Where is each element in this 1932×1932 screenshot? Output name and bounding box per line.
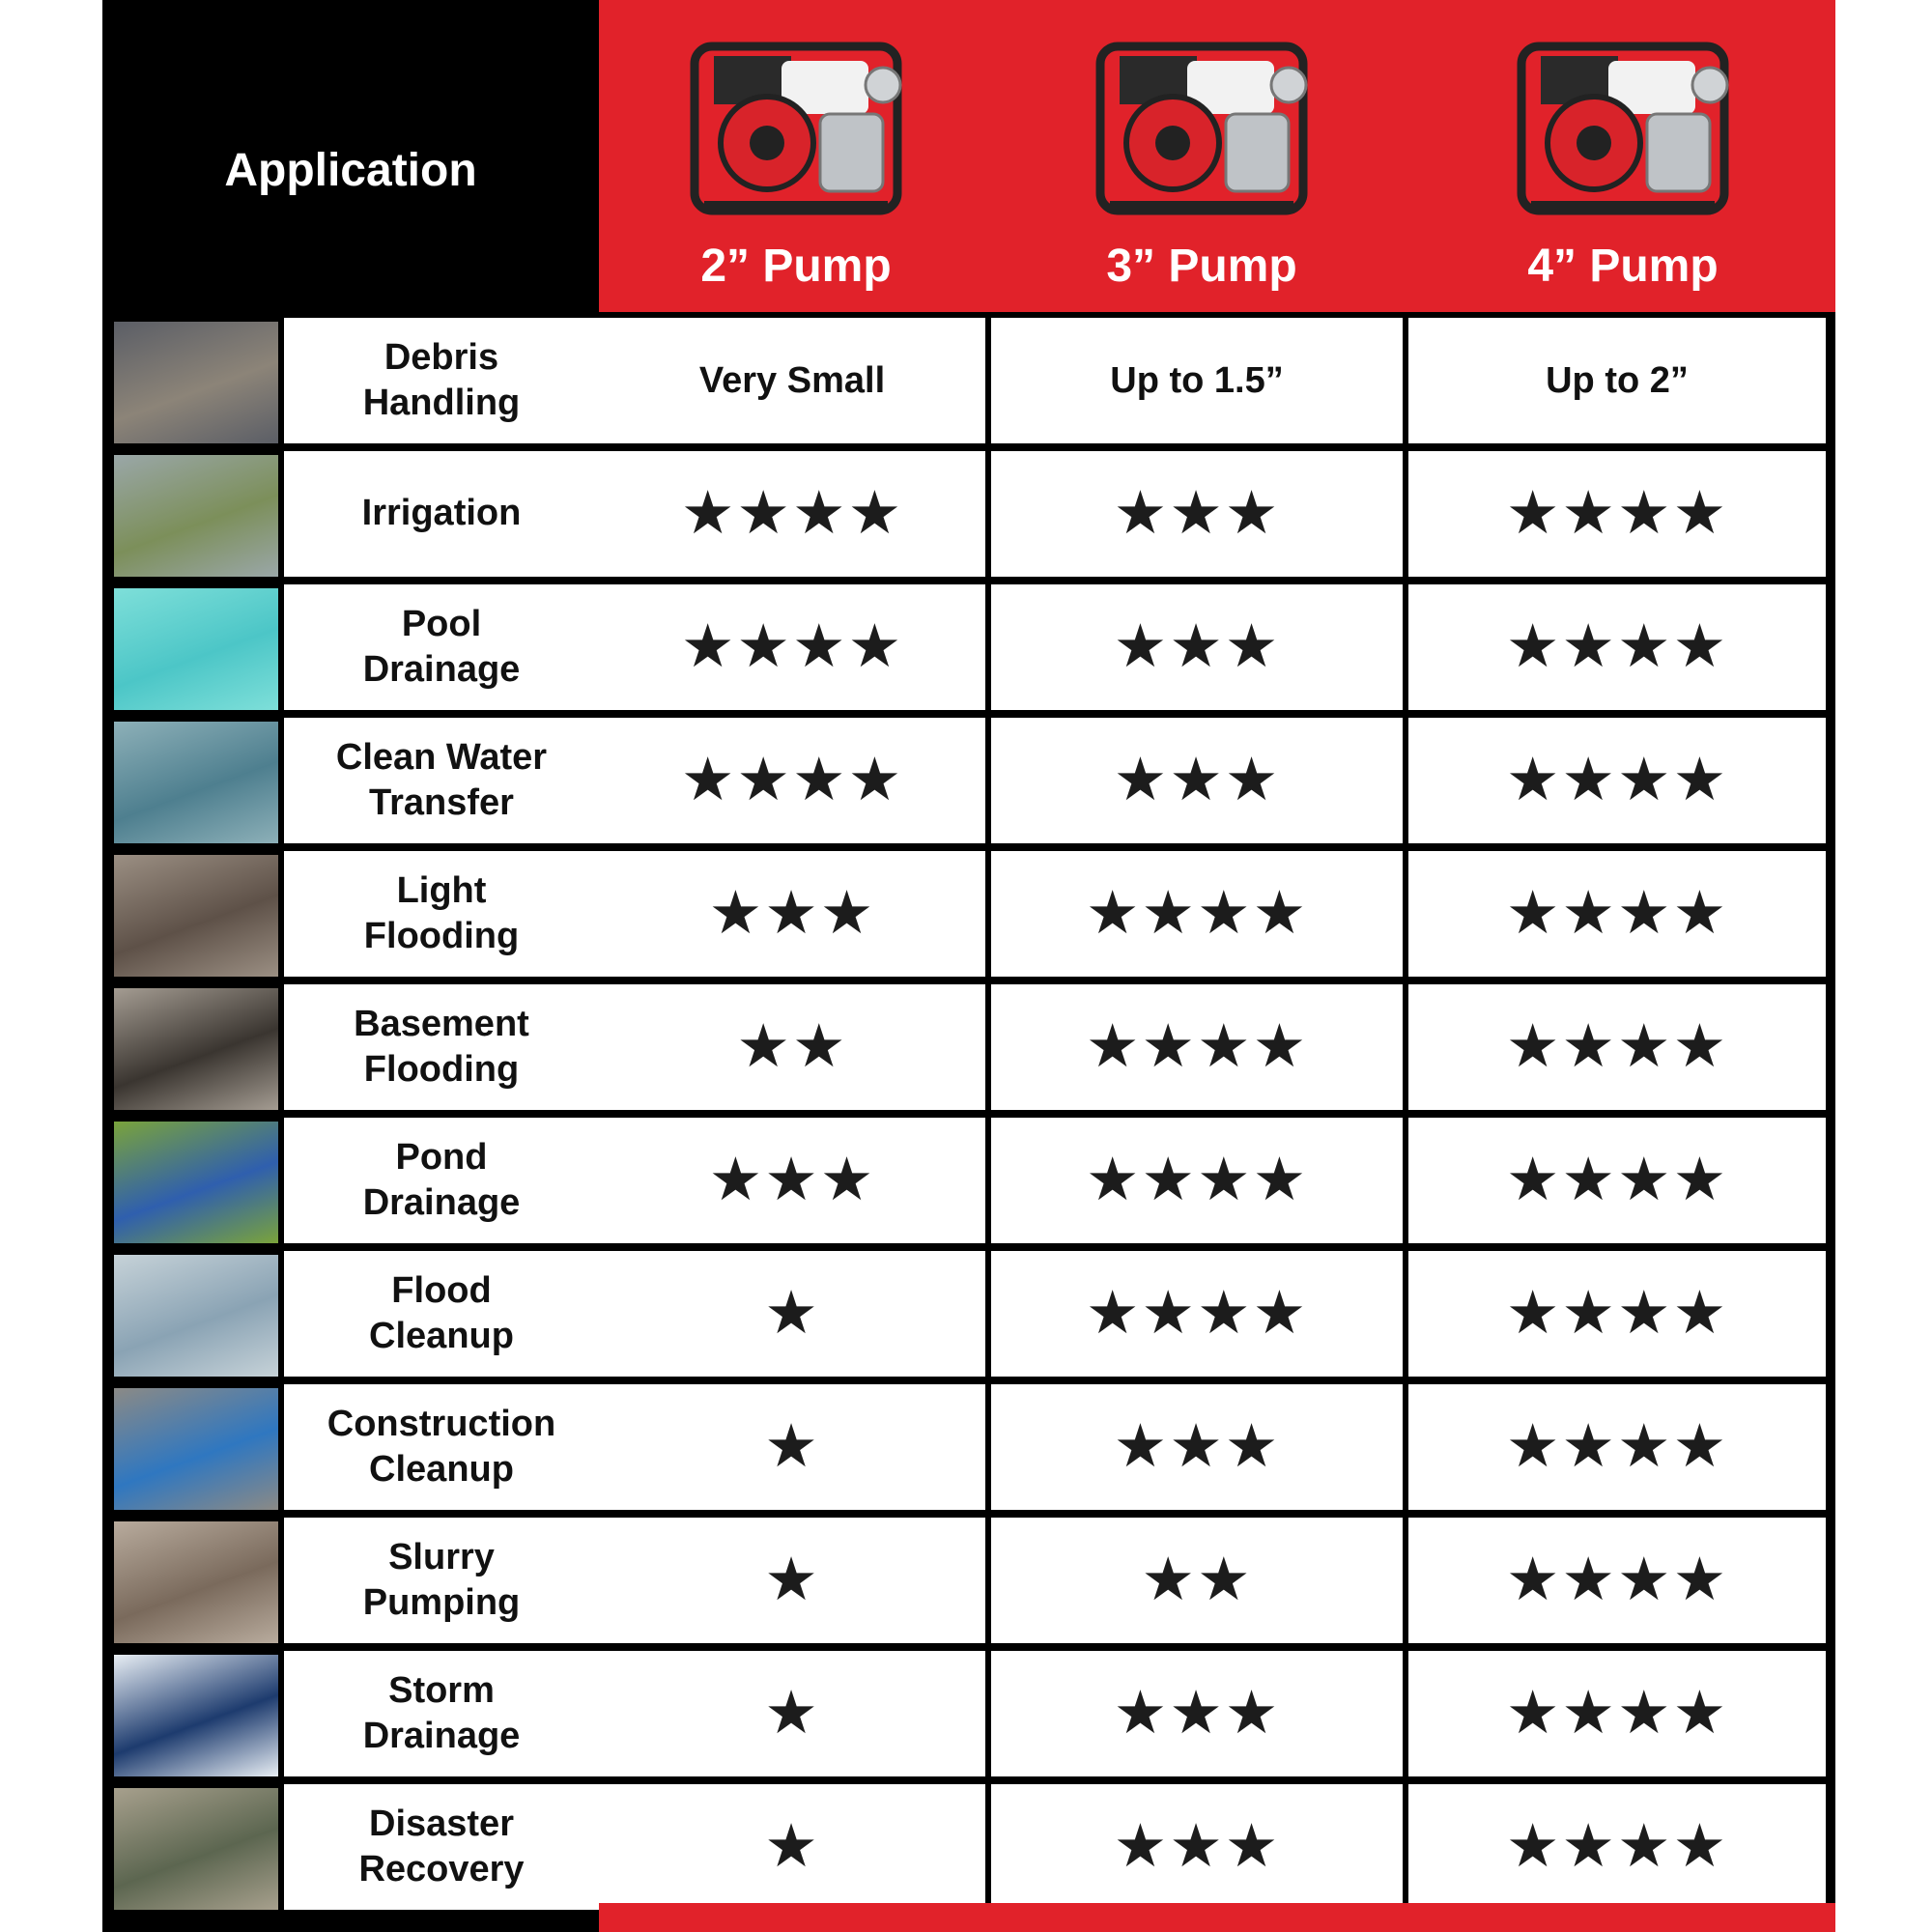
rating-cell-3in	[991, 1118, 1403, 1243]
rating-cell-2in	[599, 718, 985, 843]
basement-photo	[114, 988, 278, 1110]
star-icon: ★	[1561, 747, 1617, 813]
star-rating	[1505, 1680, 1729, 1747]
application-name-cell	[284, 1118, 599, 1243]
star-icon: ★	[1197, 1147, 1253, 1213]
application-header	[102, 0, 599, 312]
rating-cell-4in	[1408, 451, 1826, 577]
hurricane-photo	[114, 1655, 278, 1776]
star-icon: ★	[1672, 1147, 1729, 1213]
star-icon: ★	[1169, 480, 1225, 547]
application-name: Clean Water Transfer	[335, 736, 548, 823]
star-icon: ★	[1561, 1413, 1617, 1480]
star-icon: ★	[792, 1013, 848, 1080]
application-name-cell	[284, 584, 599, 710]
star-icon: ★	[1617, 1547, 1673, 1613]
rating-cell-2in	[599, 584, 985, 710]
star-icon: ★	[1617, 1013, 1673, 1080]
application-name-cell	[284, 1384, 599, 1510]
star-icon: ★	[1561, 1813, 1617, 1880]
star-icon: ★	[1561, 1680, 1617, 1747]
star-icon: ★	[1617, 1680, 1673, 1747]
rating-cell-3in	[991, 851, 1403, 977]
star-icon: ★	[792, 613, 848, 680]
star-icon: ★	[1113, 1680, 1170, 1747]
pump-header-3in	[993, 0, 1410, 312]
table-row	[102, 318, 1835, 443]
star-rating	[764, 1813, 820, 1880]
application-name-cell	[284, 1518, 599, 1643]
star-icon: ★	[1561, 1547, 1617, 1613]
rating-cell-2in	[599, 1384, 985, 1510]
star-rating	[1505, 1013, 1729, 1080]
star-icon: ★	[1505, 1413, 1562, 1480]
star-icon: ★	[1672, 1013, 1729, 1080]
star-icon: ★	[1252, 1147, 1309, 1213]
rating-cell-4in	[1408, 1518, 1826, 1643]
star-icon: ★	[792, 480, 848, 547]
rating-cell-3in	[991, 718, 1403, 843]
star-icon: ★	[1672, 747, 1729, 813]
star-icon: ★	[1141, 1280, 1197, 1347]
star-icon: ★	[1505, 1547, 1562, 1613]
table-row	[102, 851, 1835, 977]
star-icon: ★	[1224, 480, 1281, 547]
pond-ducks-photo	[114, 1122, 278, 1243]
star-rating	[680, 480, 904, 547]
star-icon: ★	[680, 613, 737, 680]
slurry-photo	[114, 1521, 278, 1643]
debris-size-value: Up to 2”	[1546, 359, 1689, 401]
star-icon: ★	[1197, 1280, 1253, 1347]
star-icon: ★	[1169, 1680, 1225, 1747]
star-icon: ★	[1672, 1413, 1729, 1480]
star-rating	[1505, 1413, 1729, 1480]
star-rating	[1505, 747, 1729, 813]
application-name-cell	[284, 451, 599, 577]
star-icon: ★	[764, 880, 820, 947]
rating-cell-3in	[991, 451, 1403, 577]
star-icon: ★	[1617, 1413, 1673, 1480]
footer-red-bar	[599, 1903, 1835, 1932]
table-row	[102, 984, 1835, 1110]
star-icon: ★	[1141, 1147, 1197, 1213]
star-icon: ★	[1561, 480, 1617, 547]
star-icon: ★	[1672, 1280, 1729, 1347]
star-icon: ★	[1141, 1013, 1197, 1080]
star-icon: ★	[1113, 613, 1170, 680]
rating-cell-2in	[599, 318, 985, 443]
star-icon: ★	[1672, 1680, 1729, 1747]
star-icon: ★	[1169, 613, 1225, 680]
star-icon: ★	[1505, 1147, 1562, 1213]
table-row	[102, 1384, 1835, 1510]
rating-cell-3in	[991, 984, 1403, 1110]
star-icon: ★	[680, 480, 737, 547]
disaster-debris-photo	[114, 1788, 278, 1910]
star-rating	[1141, 1547, 1253, 1613]
star-icon: ★	[1505, 880, 1562, 947]
star-icon: ★	[708, 1147, 765, 1213]
star-icon: ★	[1252, 1013, 1309, 1080]
debris-size-value: Very Small	[698, 359, 886, 401]
application-name-cell	[284, 1251, 599, 1377]
star-rating	[1505, 1147, 1729, 1213]
star-rating	[708, 1147, 876, 1213]
application-name-cell	[284, 851, 599, 977]
star-icon: ★	[847, 480, 904, 547]
star-icon: ★	[1505, 1813, 1562, 1880]
application-header-label: Application	[224, 145, 477, 196]
rating-cell-2in	[599, 984, 985, 1110]
star-icon: ★	[708, 880, 765, 947]
star-icon: ★	[1113, 480, 1170, 547]
star-icon: ★	[1252, 1280, 1309, 1347]
star-icon: ★	[1505, 747, 1562, 813]
application-name: Slurry Pumping	[362, 1536, 521, 1623]
star-icon: ★	[1505, 1680, 1562, 1747]
star-rating	[1113, 480, 1281, 547]
rating-cell-4in	[1408, 1651, 1826, 1776]
star-icon: ★	[1169, 1413, 1225, 1480]
star-icon: ★	[680, 747, 737, 813]
star-rating	[708, 880, 876, 947]
rocks-photo	[114, 322, 278, 443]
star-icon: ★	[1505, 480, 1562, 547]
star-rating	[764, 1413, 820, 1480]
rating-cell-4in	[1408, 318, 1826, 443]
flooded-street-photo	[114, 1255, 278, 1377]
star-icon: ★	[1169, 747, 1225, 813]
rating-cell-4in	[1408, 1784, 1826, 1910]
pool-photo	[114, 588, 278, 710]
star-icon: ★	[1617, 1280, 1673, 1347]
application-name: Storm Drainage	[362, 1669, 521, 1756]
table-row	[102, 1651, 1835, 1776]
star-icon: ★	[1617, 747, 1673, 813]
rating-cell-3in	[991, 1784, 1403, 1910]
rating-cell-2in	[599, 851, 985, 977]
star-icon: ★	[764, 1413, 820, 1480]
star-icon: ★	[764, 1147, 820, 1213]
star-rating	[1505, 880, 1729, 947]
rating-cell-3in	[991, 1518, 1403, 1643]
star-icon: ★	[1672, 880, 1729, 947]
star-icon: ★	[1252, 880, 1309, 947]
star-icon: ★	[1197, 1013, 1253, 1080]
rating-cell-4in	[1408, 1251, 1826, 1377]
star-icon: ★	[1561, 1280, 1617, 1347]
table-row	[102, 584, 1835, 710]
star-icon: ★	[764, 1680, 820, 1747]
star-rating	[1113, 1813, 1281, 1880]
star-icon: ★	[736, 1013, 792, 1080]
star-rating	[736, 1013, 848, 1080]
pump-application-chart	[102, 0, 1835, 1932]
star-icon: ★	[1561, 1013, 1617, 1080]
pump-3in-image	[1081, 17, 1322, 220]
pump-4in-image	[1502, 17, 1744, 220]
pump-header-label: 3” Pump	[1106, 241, 1297, 292]
construction-crane-photo	[114, 1388, 278, 1510]
rating-cell-4in	[1408, 718, 1826, 843]
star-icon: ★	[1617, 613, 1673, 680]
star-icon: ★	[1224, 1413, 1281, 1480]
star-icon: ★	[1085, 1280, 1142, 1347]
star-icon: ★	[764, 1813, 820, 1880]
table-row	[102, 1784, 1835, 1910]
star-icon: ★	[1672, 613, 1729, 680]
star-rating	[1113, 1413, 1281, 1480]
star-icon: ★	[1224, 1680, 1281, 1747]
star-icon: ★	[736, 613, 792, 680]
table-row	[102, 451, 1835, 577]
application-name: Basement Flooding	[354, 1003, 529, 1090]
table-row	[102, 1518, 1835, 1643]
application-name: Pond Drainage	[362, 1136, 521, 1223]
star-rating	[1085, 880, 1309, 947]
star-icon: ★	[736, 747, 792, 813]
star-icon: ★	[1672, 1813, 1729, 1880]
rating-cell-3in	[991, 584, 1403, 710]
star-icon: ★	[1224, 613, 1281, 680]
application-name-cell	[284, 984, 599, 1110]
application-name: Construction Cleanup	[327, 1403, 556, 1490]
star-icon: ★	[1617, 1813, 1673, 1880]
star-icon: ★	[847, 613, 904, 680]
star-icon: ★	[1085, 1147, 1142, 1213]
star-icon: ★	[1617, 880, 1673, 947]
table-row	[102, 1118, 1835, 1243]
rating-cell-4in	[1408, 584, 1826, 710]
star-icon: ★	[1197, 880, 1253, 947]
star-icon: ★	[1561, 1147, 1617, 1213]
application-name-cell	[284, 318, 599, 443]
rating-cell-4in	[1408, 1384, 1826, 1510]
star-rating	[1505, 1547, 1729, 1613]
star-icon: ★	[1224, 747, 1281, 813]
star-rating	[680, 747, 904, 813]
application-name: Debris Handling	[362, 336, 521, 423]
star-icon: ★	[1224, 1813, 1281, 1880]
pump-header-2in	[599, 0, 993, 312]
application-name: Flood Cleanup	[369, 1269, 514, 1356]
star-rating	[1505, 613, 1729, 680]
star-rating	[1085, 1013, 1309, 1080]
rating-cell-2in	[599, 1518, 985, 1643]
pump-header-label: 2” Pump	[700, 241, 892, 292]
rating-cell-4in	[1408, 984, 1826, 1110]
rating-cell-3in	[991, 1651, 1403, 1776]
star-icon: ★	[792, 747, 848, 813]
star-rating	[1505, 480, 1729, 547]
star-icon: ★	[1141, 1547, 1197, 1613]
rating-cell-2in	[599, 1784, 985, 1910]
star-icon: ★	[1672, 480, 1729, 547]
water-tanks-photo	[114, 722, 278, 843]
star-icon: ★	[764, 1547, 820, 1613]
rating-cell-2in	[599, 451, 985, 577]
star-rating	[1505, 1813, 1729, 1880]
application-name-cell	[284, 1651, 599, 1776]
table-row	[102, 718, 1835, 843]
star-icon: ★	[764, 1280, 820, 1347]
star-rating	[764, 1680, 820, 1747]
star-icon: ★	[1197, 1547, 1253, 1613]
star-icon: ★	[1617, 480, 1673, 547]
rating-cell-3in	[991, 1251, 1403, 1377]
star-icon: ★	[847, 747, 904, 813]
application-name-cell	[284, 718, 599, 843]
table-row	[102, 1251, 1835, 1377]
application-name: Disaster Recovery	[358, 1803, 525, 1889]
rating-cell-2in	[599, 1118, 985, 1243]
pump-2in-image	[675, 17, 917, 220]
star-icon: ★	[1141, 880, 1197, 947]
star-rating	[1505, 1280, 1729, 1347]
star-icon: ★	[819, 1147, 876, 1213]
rating-cell-4in	[1408, 1118, 1826, 1243]
star-icon: ★	[1113, 747, 1170, 813]
rating-cell-2in	[599, 1651, 985, 1776]
star-rating	[680, 613, 904, 680]
debris-size-value: Up to 1.5”	[1110, 359, 1284, 401]
star-icon: ★	[1505, 1280, 1562, 1347]
star-icon: ★	[1085, 880, 1142, 947]
star-rating	[764, 1547, 820, 1613]
rating-cell-3in	[991, 318, 1403, 443]
star-icon: ★	[1561, 880, 1617, 947]
star-rating	[1113, 1680, 1281, 1747]
star-icon: ★	[1617, 1147, 1673, 1213]
star-rating	[1085, 1280, 1309, 1347]
star-icon: ★	[1085, 1013, 1142, 1080]
application-name-cell	[284, 1784, 599, 1910]
star-icon: ★	[1505, 613, 1562, 680]
pump-header-label: 4” Pump	[1527, 241, 1719, 292]
star-rating	[1085, 1147, 1309, 1213]
pump-header-4in	[1410, 0, 1835, 312]
star-icon: ★	[1169, 1813, 1225, 1880]
star-rating	[1113, 747, 1281, 813]
rating-cell-2in	[599, 1251, 985, 1377]
star-icon: ★	[1561, 613, 1617, 680]
star-icon: ★	[819, 880, 876, 947]
flooded-floor-photo	[114, 855, 278, 977]
rating-cell-4in	[1408, 851, 1826, 977]
application-name: Irrigation	[361, 493, 522, 534]
star-rating	[764, 1280, 820, 1347]
star-icon: ★	[1505, 1013, 1562, 1080]
star-icon: ★	[736, 480, 792, 547]
application-name: Pool Drainage	[362, 603, 521, 690]
star-rating	[1113, 613, 1281, 680]
star-icon: ★	[1672, 1547, 1729, 1613]
star-icon: ★	[1113, 1813, 1170, 1880]
star-icon: ★	[1113, 1413, 1170, 1480]
rating-cell-3in	[991, 1384, 1403, 1510]
irrigation-canal-photo	[114, 455, 278, 577]
application-name: Light Flooding	[363, 869, 520, 956]
